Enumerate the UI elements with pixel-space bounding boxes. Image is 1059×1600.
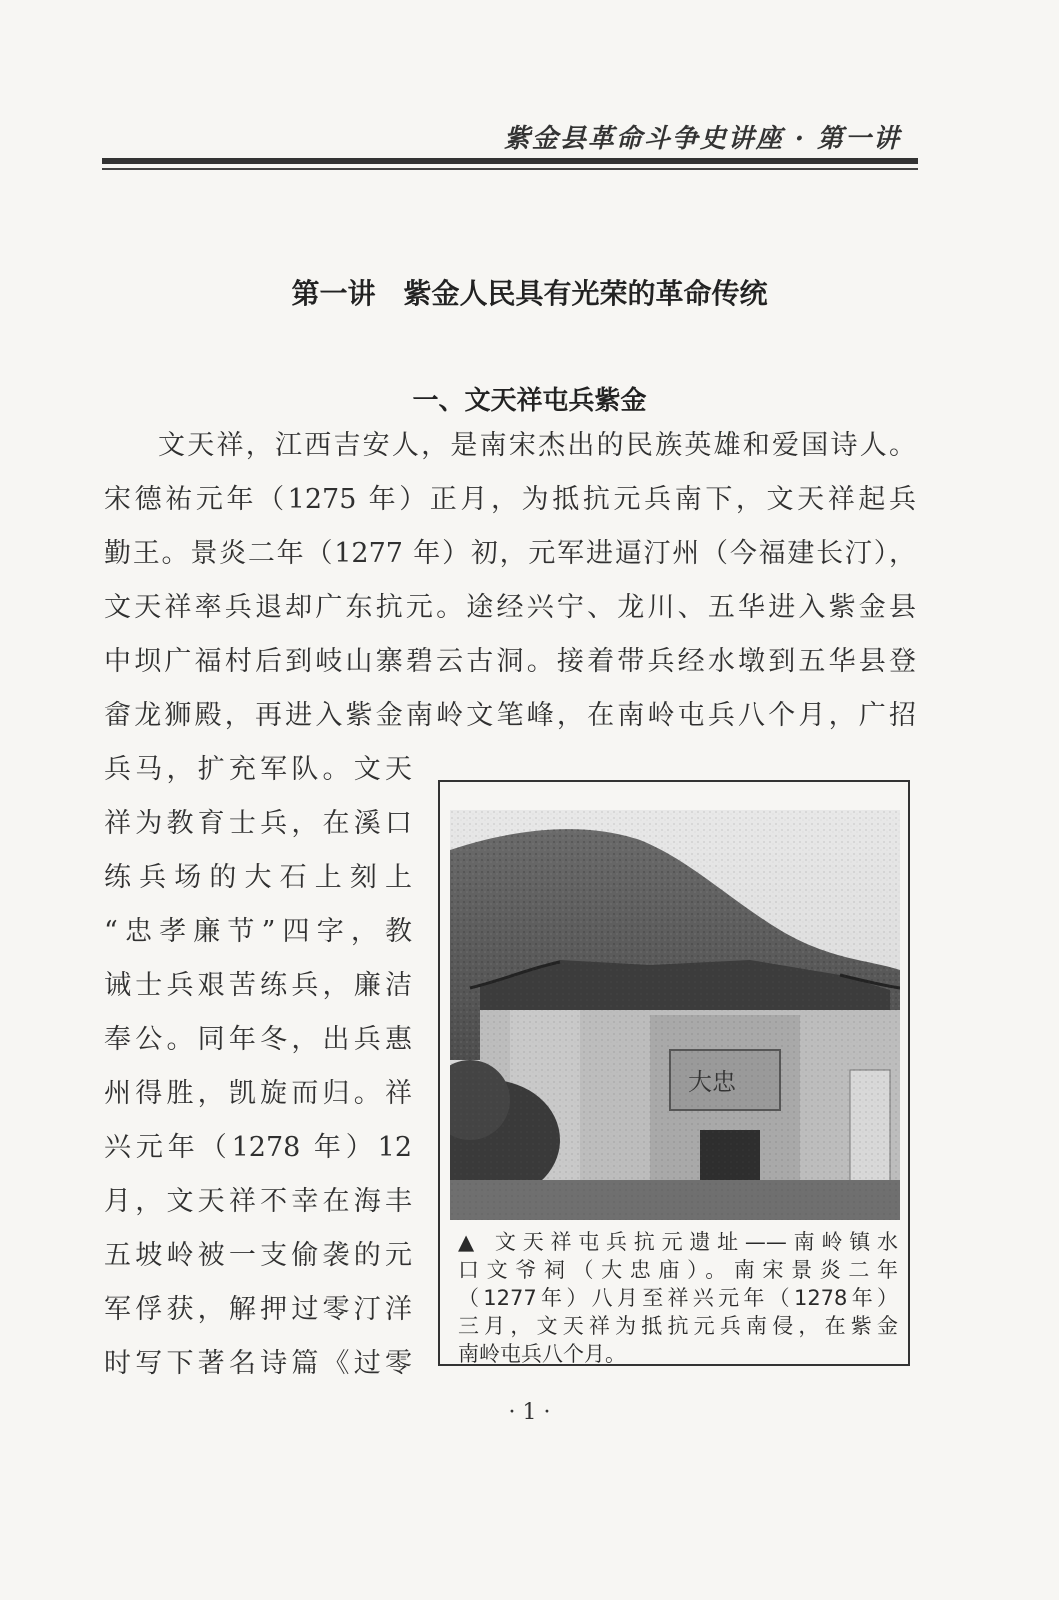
figure-caption-line: 南岭屯兵八个月。 bbox=[458, 1342, 626, 1366]
body-line: 练兵场的大石上刻上 bbox=[104, 862, 412, 893]
triangle-marker-icon: ▲ bbox=[458, 1230, 475, 1254]
header-rule-thin bbox=[102, 168, 918, 170]
body-line: 祥为教育士兵，在溪口 bbox=[104, 808, 412, 839]
temple-photo bbox=[450, 810, 900, 1220]
figure-caption-line: （1277年）八月至祥兴元年（1278年） bbox=[458, 1286, 898, 1310]
body-line: 宋德祐元年（1275 年）正月，为抵抗元兵南下，文天祥起兵 bbox=[104, 484, 916, 515]
figure-caption-line bbox=[458, 1228, 898, 1256]
body-line: “忠孝廉节”四字，教 bbox=[104, 916, 412, 947]
body-line: 中坝广福村后到岐山寨碧云古洞。接着带兵经水墩到五华县登 bbox=[104, 646, 916, 677]
figure-caption-line: 三月，文天祥为抵抗元兵南侵，在紫金 bbox=[458, 1314, 898, 1338]
header-rule-thick bbox=[102, 158, 918, 164]
body-line: 时写下著名诗篇《过零 bbox=[104, 1348, 412, 1379]
figure bbox=[438, 780, 910, 1366]
body-line: 诫士兵艰苦练兵，廉洁 bbox=[104, 970, 412, 1001]
body-line: 月，文天祥不幸在海丰 bbox=[104, 1186, 412, 1217]
body-line: 兵马，扩充军队。文天 bbox=[104, 754, 412, 785]
body-line: 文天祥，江西吉安人，是南宋杰出的民族英雄和爱国诗人。 bbox=[158, 430, 916, 461]
caption-text: 文天祥屯兵抗元遗址——南岭镇水 bbox=[488, 1230, 898, 1254]
section-title: 一、文天祥屯兵紫金 bbox=[412, 386, 647, 416]
body-line: 畲龙狮殿，再进入紫金南岭文笔峰，在南岭屯兵八个月，广招 bbox=[104, 700, 916, 731]
svg-text:大忠: 大忠 bbox=[688, 1068, 736, 1096]
body-line: 五坡岭被一支偷袭的元 bbox=[104, 1240, 412, 1271]
body-line: 军俘获，解押过零汀洋 bbox=[104, 1294, 412, 1325]
chapter-title: 第一讲 紫金人民具有光荣的革命传统 bbox=[291, 277, 768, 310]
body-line: 勤王。景炎二年（1277 年）初，元军进逼汀州（今福建长汀）， bbox=[104, 538, 916, 569]
figure-caption-line: 口文爷祠（大忠庙）。南宋景炎二年 bbox=[458, 1258, 898, 1282]
page-number: · 1 · bbox=[508, 1400, 551, 1425]
body-line: 文天祥率兵退却广东抗元。途经兴宁、龙川、五华进入紫金县 bbox=[104, 592, 916, 623]
body-line: 兴元年（1278 年）12 bbox=[104, 1132, 412, 1163]
body-line: 州得胜，凯旋而归。祥 bbox=[104, 1078, 412, 1109]
body-line: 奉公。同年冬，出兵惠 bbox=[104, 1024, 412, 1055]
running-header: 紫金县革命斗争史讲座 · 第一讲 bbox=[503, 124, 901, 154]
